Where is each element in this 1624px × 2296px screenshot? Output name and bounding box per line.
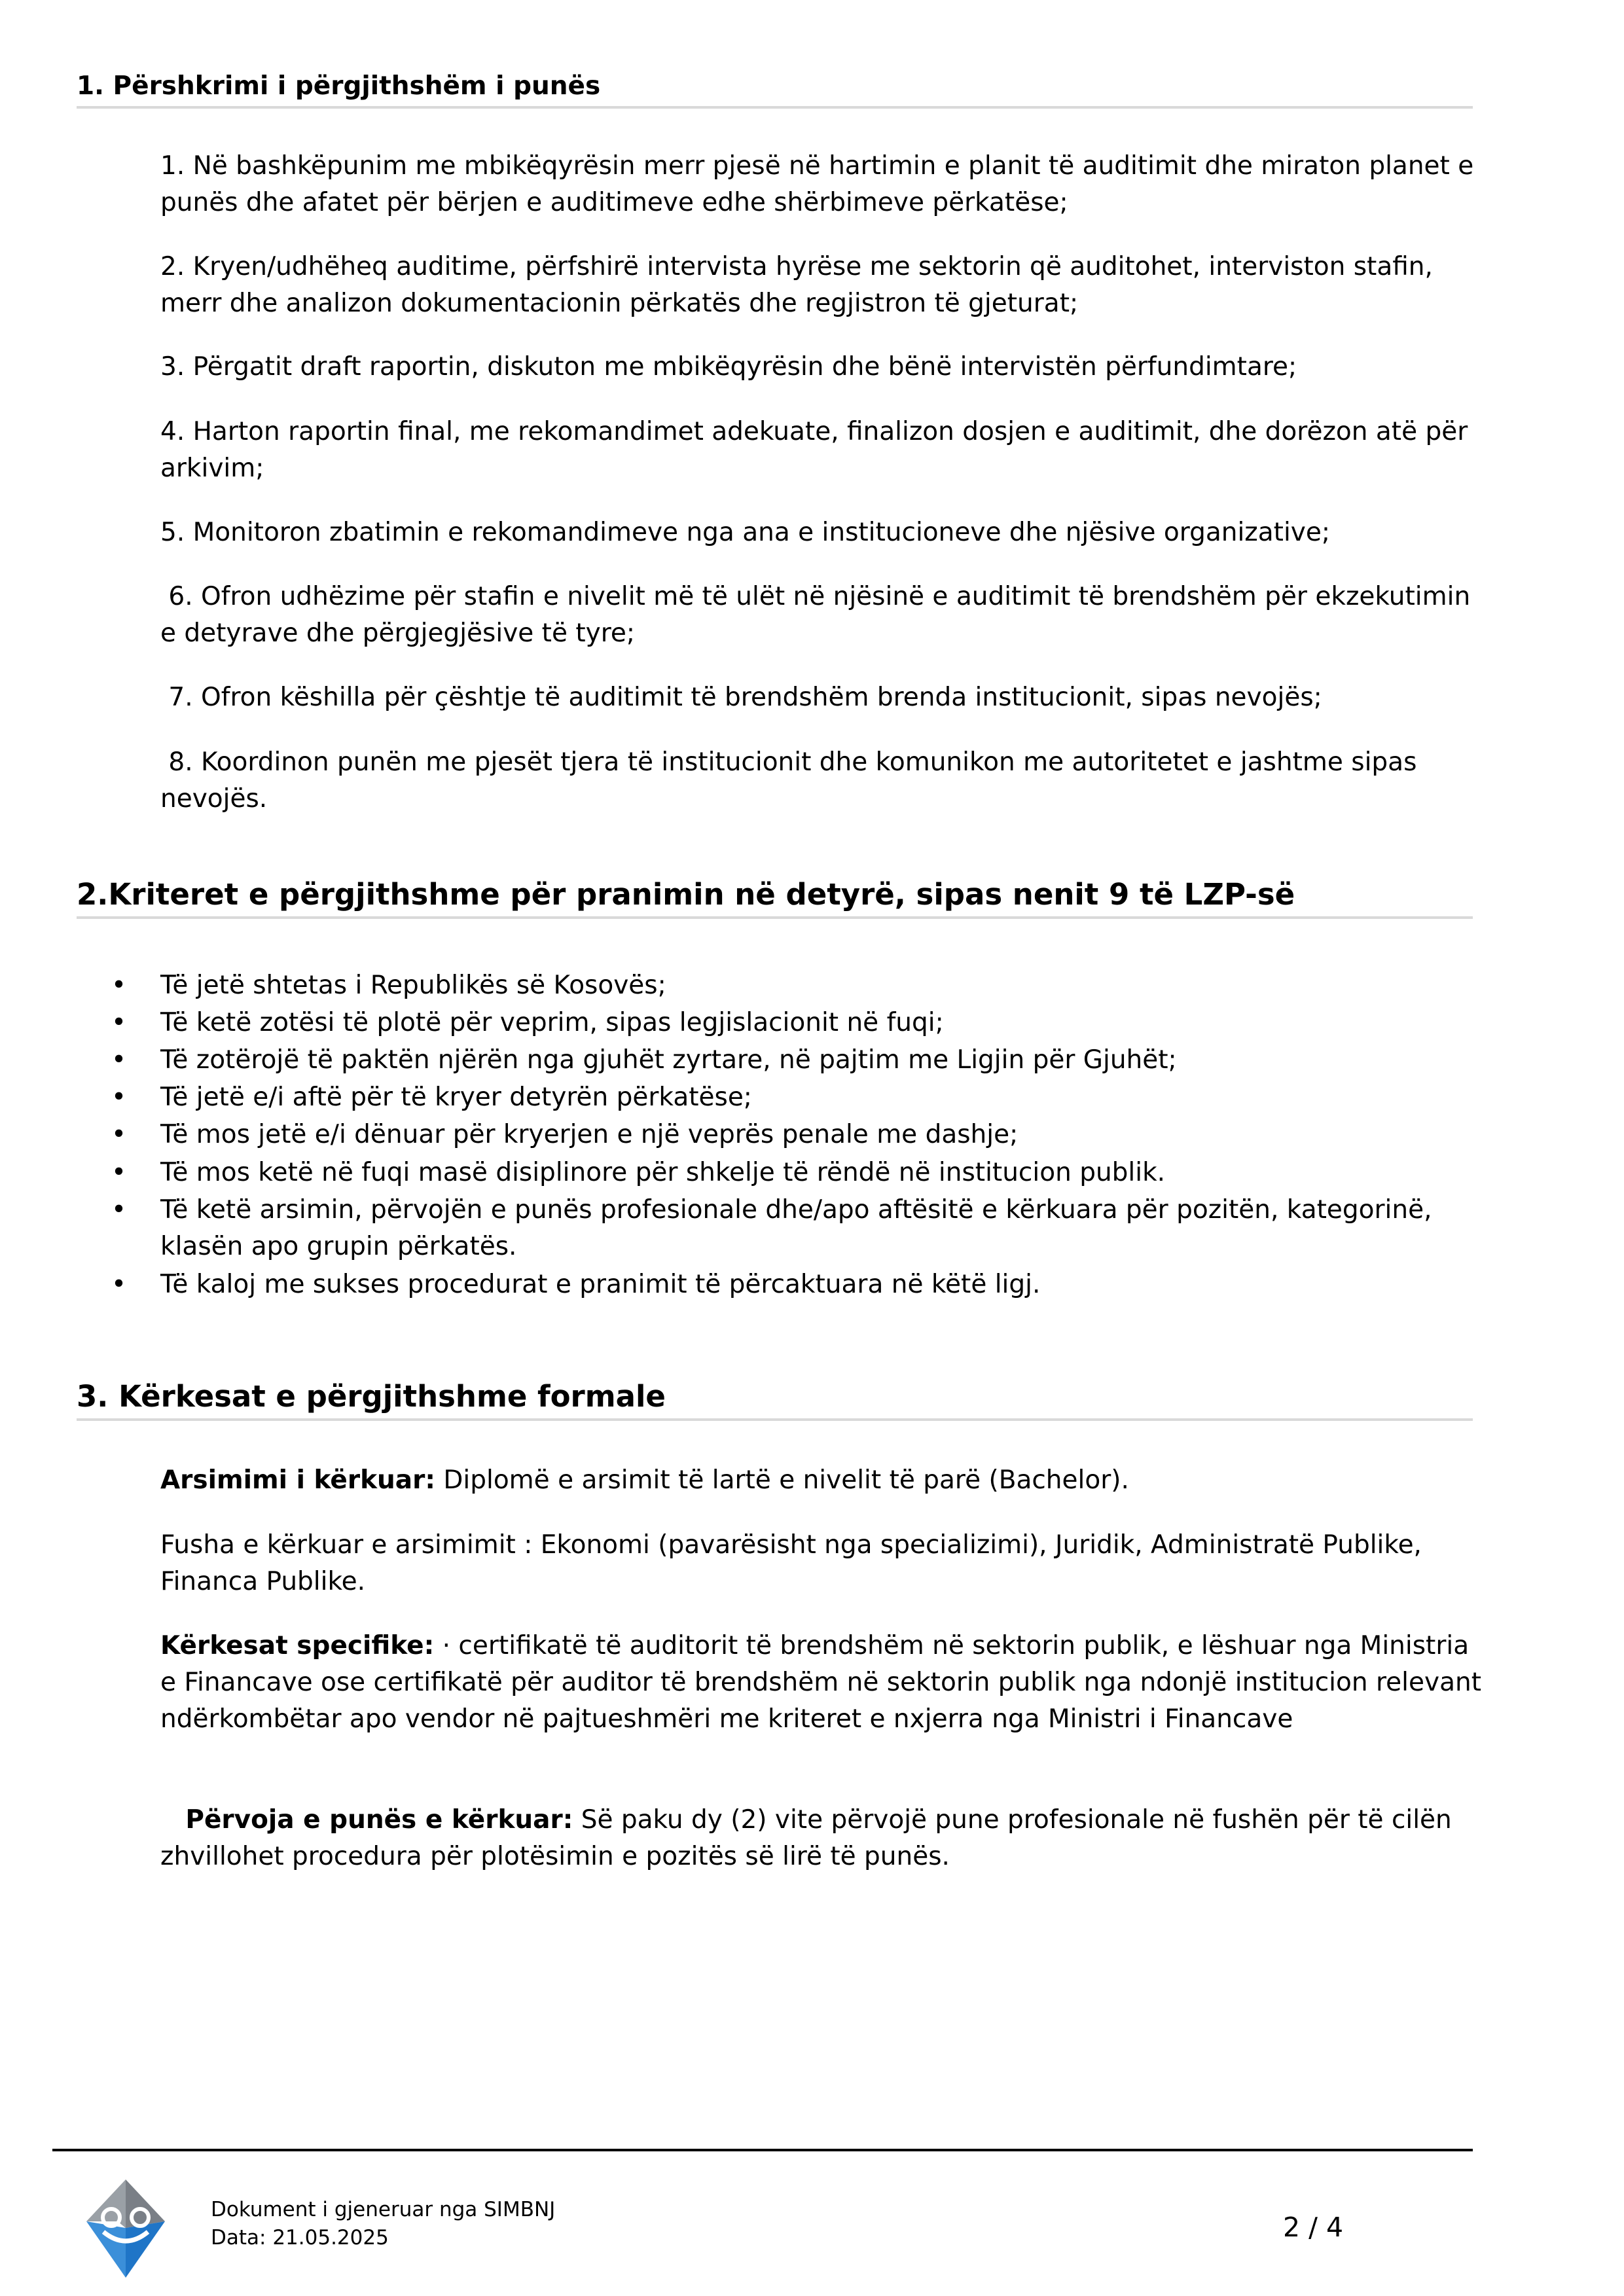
criteria-item-8	[111, 1266, 1492, 1303]
generated-date: Data: 21.05.2025	[211, 2226, 389, 2250]
criteria-text: Të jetë e/i aftë për të kryer detyrën përkatëse;	[160, 1083, 752, 1112]
bullet-icon: •	[111, 1195, 127, 1225]
criteria-item-6	[111, 1155, 1492, 1191]
duty-item-6: 6. Ofron udhëzime për stafin e nivelit më të ulët në njësinë e auditimit të brendshëm për ekzekutimin e detyrave dhe përgjegjësive të tyre;	[160, 582, 1479, 648]
experience-value: Së paku dy (2) vite përvojë pune profesionale në fushën për të cilën zhvillohet procedura për plotësimin e pozitës së lirë të punës.	[160, 1805, 1460, 1871]
section-3-heading: 3. Kërkesat e përgjithshme formale	[77, 1376, 1473, 1421]
specific-value: · certifikatë të auditorit të brendshëm në sektorin publik, e lëshuar nga Ministria e Financave ose certifikatë për auditor të brendshëm në sektorin publik nga ndonjë institucion relevant ndërkombëtar apo vendor në pajtueshmëri me kriteret e nxjerra nga Ministri i Financave	[160, 1631, 1481, 1734]
criteria-text: Të kaloj me sukses procedurat e pranimit të përcaktuara në këtë ligj.	[160, 1270, 1041, 1299]
duty-item-2: 2. Kryen/udhëheq auditime, përfshirë intervista hyrëse me sektorin që auditohet, interviston stafin, merr dhe analizon dokumentacionin përkatës dhe regjistron të gjeturat;	[160, 252, 1433, 318]
criteria-item-4	[111, 1079, 1492, 1116]
experience-label: Përvoja e punës e kërkuar:	[176, 1805, 573, 1835]
criteria-text: Të ketë zotësi të plotë për veprim, sipas legjislacionit në fuqi;	[160, 1008, 944, 1037]
criteria-text: Të mos jetë e/i dënuar për kryerjen e një veprës penale me dashje;	[160, 1120, 1019, 1149]
criteria-item-3	[111, 1042, 1492, 1079]
duty-item-3: 3. Përgatit draft raportin, diskuton me mbikëqyrësin dhe bënë intervistën përfundimtare;	[160, 352, 1297, 382]
education-value: Diplomë e arsimit të lartë e nivelit të parë (Bachelor).	[435, 1465, 1129, 1495]
criteria-item-5	[111, 1117, 1492, 1153]
duty-item-4: 4. Harton raportin final, me rekomandimet adekuate, finalizon dosjen e auditimit, dhe dorëzon atë për arkivim;	[160, 417, 1468, 483]
field-of-education: Fusha e kërkuar e arsimimit : Ekonomi (pavarësisht nga specializimi), Juridik, Administratë Publike, Financa Publike.	[160, 1530, 1422, 1596]
criteria-text: Të zotërojë të paktën njërën nga gjuhët zyrtare, në pajtim me Ligjin për Gjuhët;	[160, 1045, 1177, 1075]
specific-requirements	[160, 1628, 1489, 1738]
criteria-item-1	[111, 967, 1492, 1004]
duty-item-7: 7. Ofron këshilla për çështje të auditimit të brendshëm brenda institucionit, sipas nevojës;	[160, 683, 1322, 712]
duty-item-1: 1. Në bashkëpunim me mbikëqyrësin merr pjesë në hartimin e planit të auditimit dhe miraton planet e punës dhe afatet për bërjen e auditimeve edhe shërbimeve përkatëse;	[160, 151, 1474, 217]
criteria-text: Të jetë shtetas i Republikës së Kosovës;	[160, 971, 666, 1000]
generated-by-text: Dokument i gjeneruar nga SIMBNJ	[211, 2198, 556, 2221]
specific-label: Kërkesat specifike:	[160, 1631, 435, 1660]
bullet-icon: •	[111, 1008, 127, 1037]
education-label: Arsimimi i kërkuar:	[160, 1465, 435, 1495]
bullet-icon: •	[111, 1270, 127, 1299]
criteria-text: Të mos ketë në fuqi masë disiplinore për shkelje të rëndë në institucion publik.	[160, 1158, 1166, 1187]
criteria-item-2	[111, 1005, 1492, 1041]
bullet-icon: •	[111, 1120, 127, 1149]
work-experience	[160, 1765, 1489, 1875]
duty-item-8: 8. Koordinon punën me pjesët tjera të institucionit dhe komunikon me autoritetet e jashtme sipas nevojës.	[160, 747, 1425, 814]
page-number: 2 / 4	[1283, 2212, 1344, 2243]
bullet-icon: •	[111, 1158, 127, 1187]
section-1-heading: 1. Përshkrimi i përgjithshëm i punës	[77, 68, 1473, 109]
education-requirement	[160, 1462, 1489, 1499]
duty-item-5: 5. Monitoron zbatimin e rekomandimeve nga ana e institucioneve dhe njësive organizative;	[160, 518, 1331, 547]
bullet-icon: •	[111, 1083, 127, 1112]
bullet-icon: •	[111, 971, 127, 1000]
criteria-item-7	[111, 1192, 1492, 1265]
bullet-icon: •	[111, 1045, 127, 1075]
section-2-heading: 2.Kriteret e përgjithshme për pranimin në detyrë, sipas nenit 9 të LZP-së	[77, 874, 1473, 919]
criteria-text: Të ketë arsimin, përvojën e punës profesionale dhe/apo aftësitë e kërkuara për pozitën, kategorinë, klasën apo grupin përkatës.	[160, 1195, 1432, 1261]
footer-divider	[52, 2149, 1473, 2151]
simbnj-logo-icon	[84, 2179, 168, 2278]
